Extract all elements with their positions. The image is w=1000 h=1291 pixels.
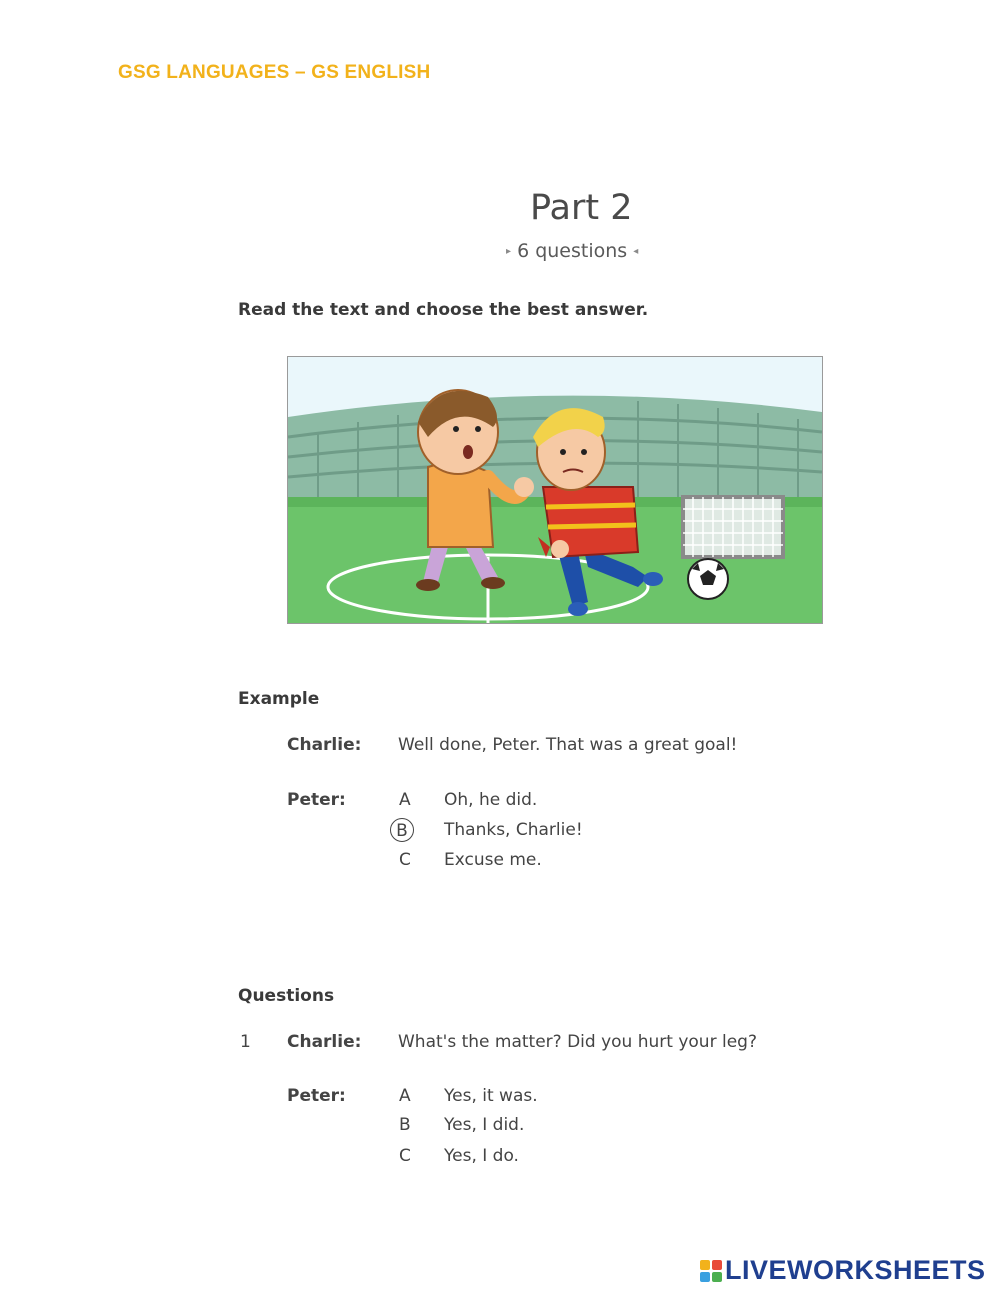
question-prompt-speaker: Charlie: [287,1032,362,1052]
question-prompt-text: What's the matter? Did you hurt your leg? [398,1032,757,1052]
question-answer-speaker: Peter: [287,1086,346,1106]
liveworksheets-logo[interactable] [700,1255,986,1286]
football-scene [288,357,822,623]
answer-option-a-letter[interactable]: A [399,1086,411,1106]
football [688,559,728,599]
example-option-text: Oh, he did. [444,790,538,810]
circled-answer-icon: B [390,818,414,842]
example-prompt-text: Well done, Peter. That was a great goal! [398,735,738,755]
right-triangle-icon: ▸ [506,246,512,257]
logo-blocks-icon [700,1260,722,1282]
questions-heading: Questions [238,986,335,1006]
example-answer-speaker: Peter: [287,790,346,810]
example-option-letter: A [399,790,411,810]
example-heading: Example [238,689,320,709]
instruction-text: Read the text and choose the best answer. [238,300,649,320]
answer-option-b[interactable]: Yes, I did. [444,1115,525,1135]
answer-option-c-letter[interactable]: C [399,1146,411,1166]
answer-option-b-letter[interactable]: B [399,1115,411,1135]
question-number: 1 [240,1032,251,1052]
example-option-selected [396,818,414,842]
part-subtitle [506,240,638,262]
example-option-text: Thanks, Charlie! [444,820,583,840]
goal-net [683,497,783,557]
part-title: Part 2 [530,188,633,228]
worksheet-header: GSG LANGUAGES – GS ENGLISH [118,62,431,83]
left-triangle-icon: ◂ [633,246,639,257]
football-illustration [287,356,823,624]
example-option-letter: C [399,850,411,870]
answer-option-a[interactable]: Yes, it was. [444,1086,538,1106]
example-prompt-speaker: Charlie: [287,735,362,755]
question-count: 6 questions [517,240,628,262]
answer-option-c[interactable]: Yes, I do. [444,1146,519,1166]
example-option-text: Excuse me. [444,850,542,870]
logo-text: LIVEWORKSHEETS [725,1255,986,1285]
